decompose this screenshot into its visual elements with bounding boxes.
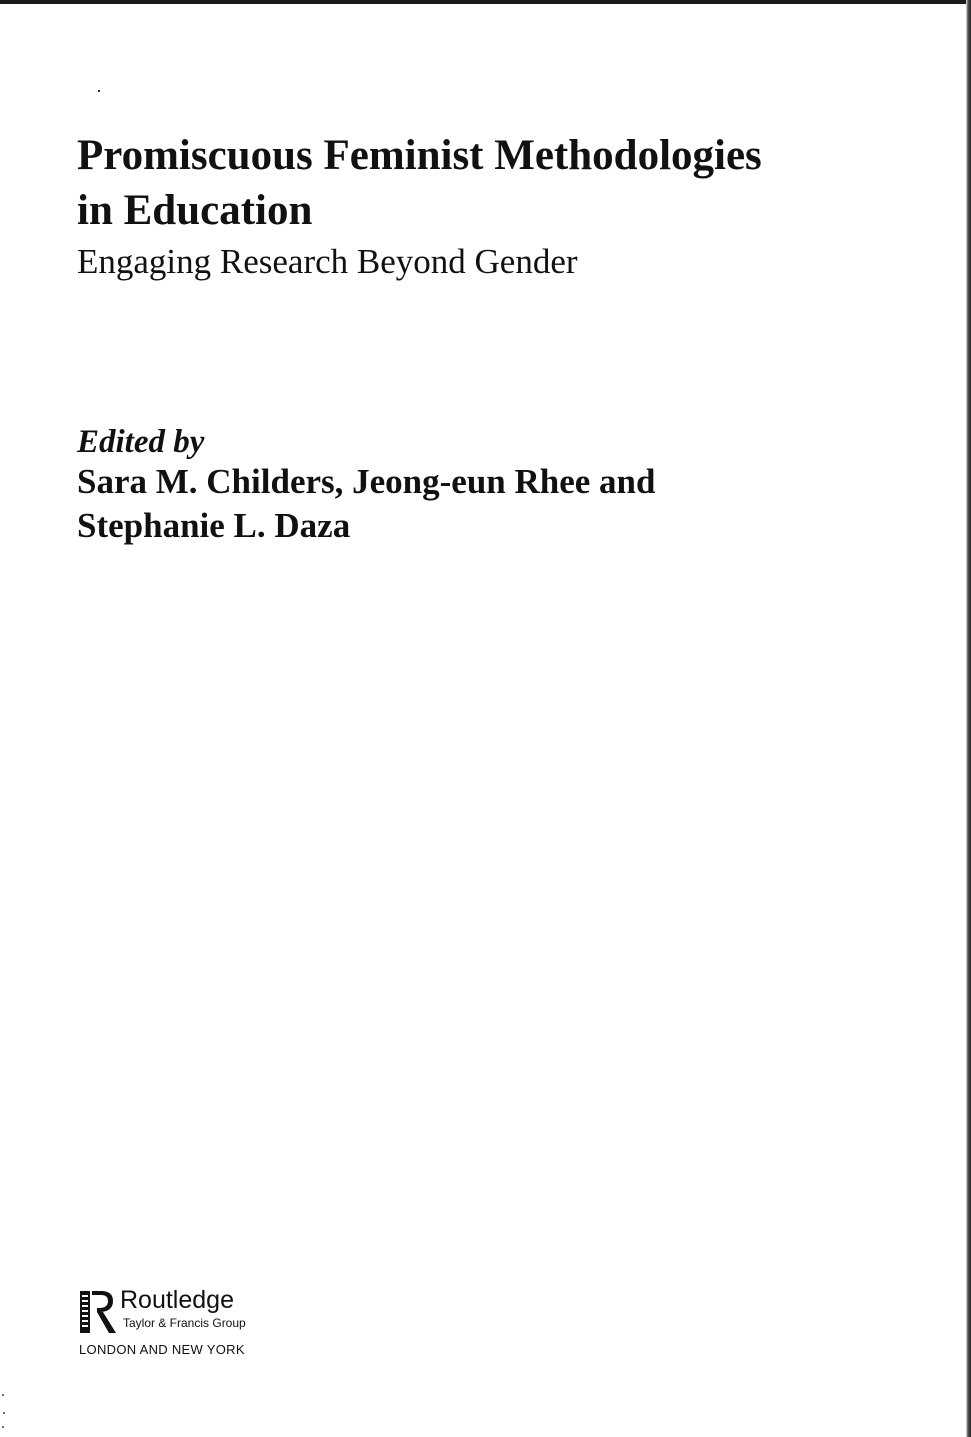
edited-by-label: Edited by bbox=[77, 424, 205, 460]
routledge-logo-icon bbox=[79, 1287, 117, 1337]
publisher-group: Taylor & Francis Group bbox=[123, 1316, 246, 1330]
scan-edge-right bbox=[966, 0, 971, 1437]
publisher-name: Routledge bbox=[120, 1286, 234, 1314]
publisher-block bbox=[79, 1285, 339, 1375]
scan-dot bbox=[98, 90, 100, 92]
editor-names-line-1: Sara M. Childers, Jeong-eun Rhee and bbox=[77, 462, 656, 501]
book-subtitle: Engaging Research Beyond Gender bbox=[77, 242, 578, 281]
book-title bbox=[77, 128, 897, 238]
book-title-line-1: Promiscuous Feminist Methodologies bbox=[77, 132, 762, 179]
editor-names bbox=[77, 460, 777, 548]
scan-edge-top bbox=[0, 0, 971, 4]
scan-specks bbox=[0, 1390, 6, 1437]
editor-names-line-2: Stephanie L. Daza bbox=[77, 506, 351, 545]
book-title-line-2: in Education bbox=[77, 187, 313, 234]
publisher-cities: LONDON AND NEW YORK bbox=[79, 1342, 245, 1357]
